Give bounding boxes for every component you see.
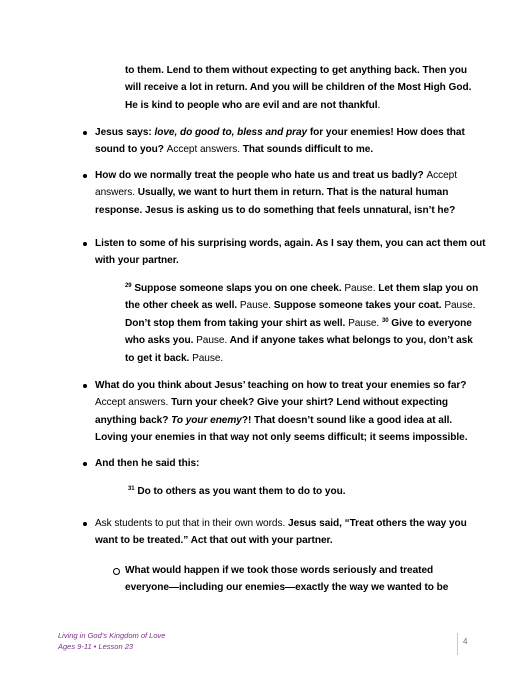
text: Jesus says: — [95, 127, 155, 138]
footer-subtitle — [58, 642, 165, 653]
line — [95, 394, 505, 411]
pause-cue: Pause. — [344, 283, 376, 294]
bullet-icon — [83, 242, 87, 246]
pause-cue: Pause. — [192, 352, 224, 364]
pause-cue: Pause. — [196, 335, 228, 347]
bullet-icon — [83, 131, 87, 135]
text: Ask students to put that in their own words. — [95, 518, 288, 529]
line — [128, 483, 468, 500]
bullet-item-6 — [95, 515, 505, 550]
text: to get it back. — [125, 352, 193, 364]
bullet-item-2 — [95, 167, 505, 219]
line — [95, 141, 495, 158]
pause-cue: Pause. — [348, 317, 380, 329]
line — [95, 184, 505, 201]
line — [125, 280, 485, 297]
line: What do you think about Jesus’ teaching on how to treat your enemies so far? — [95, 380, 467, 391]
text: . — [377, 99, 381, 111]
text: That sounds difficult to me. — [239, 144, 374, 156]
text: the other cheek as well. — [125, 300, 240, 312]
text: How do we normally treat the people who hate us and treat us badly? — [95, 170, 427, 181]
text: Do to others as you want them to do to you. — [134, 486, 346, 497]
line — [125, 332, 485, 349]
scripture-quote — [128, 483, 468, 500]
text: Usually, we want to hurt them in return. That is the natural human — [135, 187, 449, 199]
page-footer — [58, 631, 165, 652]
text: for your enemies! How does that — [307, 127, 465, 138]
text: Suppose someone slaps you on one cheek. — [131, 283, 345, 294]
text: Let them slap you on — [375, 283, 479, 294]
scripture-quote — [125, 280, 485, 367]
pause-cue: Pause. — [239, 300, 271, 312]
line — [95, 167, 505, 184]
footer-ages: Ages 9-11 — [58, 641, 92, 651]
verse-number: 31 — [128, 486, 135, 492]
text: Accept — [426, 170, 457, 181]
text: love, do good to, bless and pray — [154, 127, 308, 138]
line: What would happen if we took those words seriously and treated — [125, 565, 434, 576]
scripture-continuation — [125, 62, 475, 114]
footer-title: Living in God’s Kingdom of Love — [58, 631, 166, 640]
footer-lesson: Lesson 23 — [98, 641, 134, 651]
text: ?! That doesn’t sound like a good idea at all. — [241, 414, 453, 426]
bullet-item-5 — [95, 455, 395, 472]
line — [95, 515, 505, 532]
sub-bullet-item — [125, 562, 495, 597]
bullet-item-3 — [95, 235, 515, 270]
text: Suppose someone takes your coat. — [271, 300, 445, 312]
line — [95, 412, 505, 429]
line — [95, 124, 495, 141]
text: Accept answers. — [166, 144, 240, 156]
text: sound to you? — [95, 144, 167, 156]
line — [125, 315, 485, 332]
text: Don’t stop them from taking your shirt as well. — [125, 317, 349, 329]
text: Jesus said, “Treat others the way you — [288, 518, 467, 529]
footer-divider — [457, 633, 458, 655]
line: Listen to some of his surprising words, again. As I say them, you can act them out — [95, 238, 486, 249]
line: everyone—including our enemies—exactly the way we wanted to be — [125, 582, 449, 594]
line — [125, 297, 485, 314]
line: And then he said this: — [95, 458, 200, 469]
separator-dot: • — [93, 641, 97, 651]
line — [125, 350, 485, 367]
text: who asks you. — [125, 335, 197, 347]
pause-cue: Pause. — [444, 300, 476, 312]
text: Turn your cheek? Give your shirt? Lend without expecting — [168, 397, 448, 409]
bullet-icon — [83, 174, 87, 178]
text: To your enemy — [171, 414, 242, 426]
text: answers. — [95, 187, 135, 199]
text: Accept answers. — [95, 397, 169, 409]
sub-bullet-icon — [113, 568, 120, 575]
line: response. Jesus is asking us to do something that feels unnatural, isn’t he? — [95, 204, 456, 216]
bullet-icon — [83, 384, 87, 388]
bullet-item-4 — [95, 377, 505, 447]
line: to them. Lend to them without expecting to get anything back. Then you — [125, 65, 467, 76]
line: will receive a lot in return. And you will be children of the Most High God. — [125, 82, 472, 94]
text: Give to everyone — [388, 317, 472, 329]
verse-number: 30 — [381, 317, 389, 324]
line: want to be treated.” Act that out with your partner. — [95, 535, 333, 547]
text: He is kind to people who are evil and are not thankful — [125, 99, 378, 111]
text: anything back? — [95, 414, 172, 426]
line: with your partner. — [95, 255, 179, 267]
verse-number: 29 — [125, 283, 132, 289]
bullet-icon — [83, 462, 87, 466]
text: And if anyone takes what belongs to you, don’t ask — [227, 335, 473, 347]
line: Loving your enemies in that way not only seems difficult; it seems impossible. — [95, 432, 468, 444]
bullet-icon — [83, 522, 87, 526]
bullet-item-1 — [95, 124, 495, 159]
page-number: 4 — [463, 637, 468, 646]
line — [125, 97, 475, 114]
